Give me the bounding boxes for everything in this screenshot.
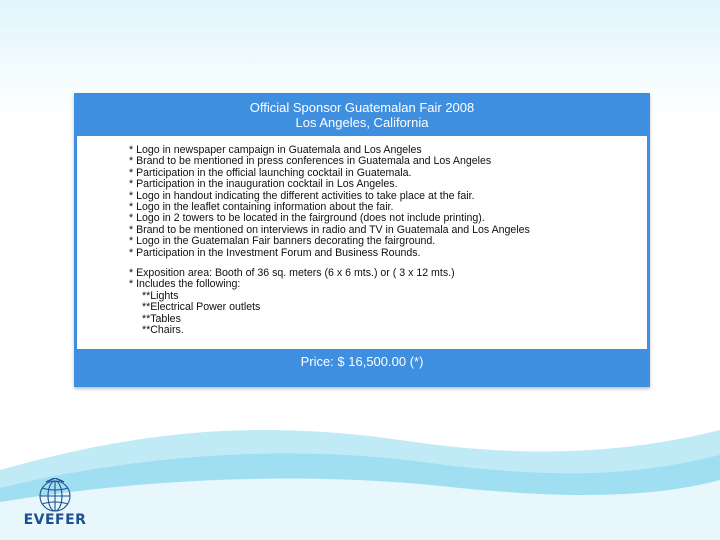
package-price: Price: $ 16,500.00 (*) <box>300 354 424 369</box>
brand-logo-text: EVEFER <box>23 512 87 528</box>
benefit-item: * Brand to be mentioned on interviews in radio and TV in Guatemala and Los Angeles <box>129 223 530 236</box>
package-location: Los Angeles, California <box>295 115 429 130</box>
benefit-item: * Logo in newspaper campaign in Guatemala and Los Angeles <box>129 144 422 156</box>
card-header <box>77 96 647 136</box>
included-item: **Tables <box>142 312 181 325</box>
benefit-item: * Logo in the Guatemalan Fair banners decorating the fairground. <box>129 235 436 248</box>
benefit-item: * Participation in the official launching cocktail in Guatemala. <box>129 166 412 179</box>
exposition-area: * Exposition area: Booth of 36 sq. meters (6 x 6 mts.) or ( 3 x 12 mts.) <box>129 267 455 280</box>
package-title: Official Sponsor Guatemalan Fair 2008 <box>249 100 475 115</box>
benefit-item: * Logo in the leaflet containing information about the fair. <box>129 201 394 214</box>
sponsor-package-card <box>74 93 650 387</box>
benefit-item: * Brand to be mentioned in press conferences in Guatemala and Los Angeles <box>129 155 492 168</box>
benefits-list <box>77 136 647 349</box>
included-item: **Electrical Power outlets <box>142 301 261 314</box>
included-item: **Lights <box>142 289 179 302</box>
included-item: **Chairs. <box>142 324 184 337</box>
benefit-item: * Logo in handout indicating the different activities to take place at the fair. <box>129 189 475 202</box>
benefit-item: * Participation in the inauguration cocktail in Los Angeles. <box>129 178 398 191</box>
benefit-item: * Logo in 2 towers to be located in the fairground (does not include printing). <box>129 212 485 225</box>
includes-heading: * Includes the following: <box>129 278 241 291</box>
price-bar <box>77 349 647 384</box>
benefit-item: * Participation in the Investment Forum and Business Rounds. <box>129 246 421 259</box>
